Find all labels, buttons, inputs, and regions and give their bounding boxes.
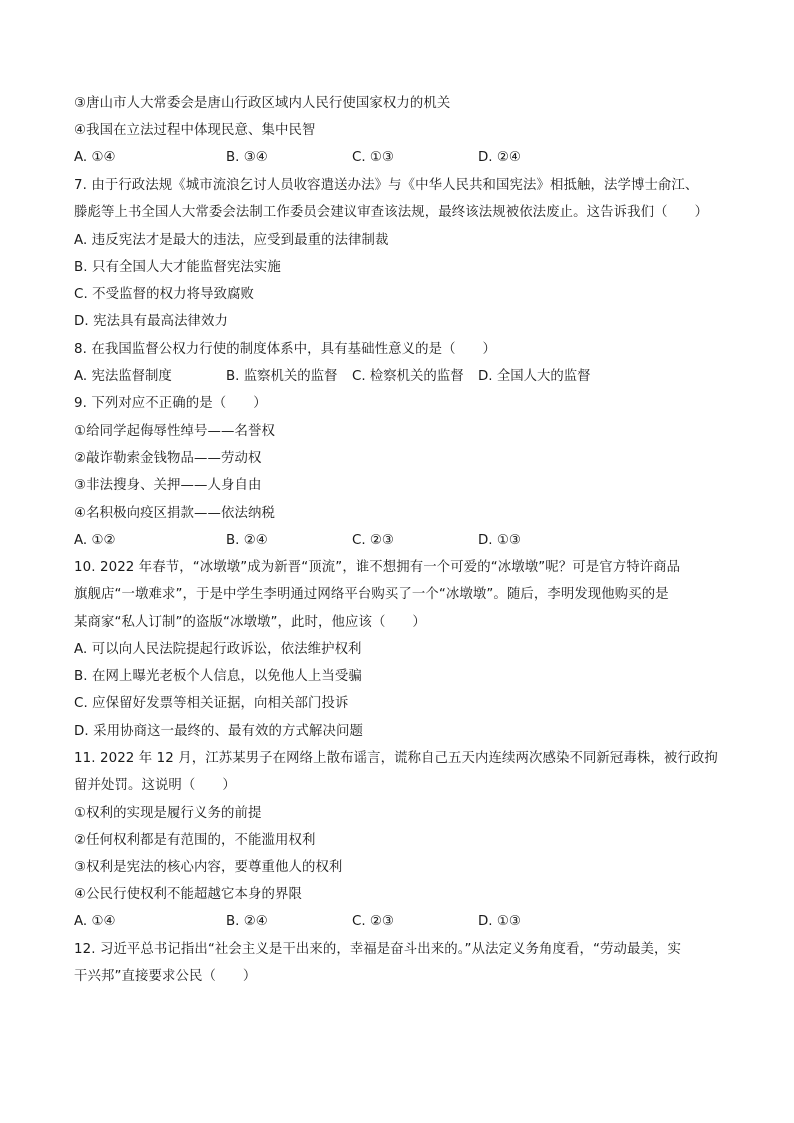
option-b: B. 监察机关的监督 (226, 369, 338, 384)
q10-option-a: A. 可以向人民法院提起行政诉讼，依法维护权利 (74, 642, 362, 657)
q11-statement-2: ②任何权利都是有范围的，不能滥用权利 (74, 833, 316, 848)
q10-stem-line3: 某商家“私人订制”的盗版“冰墩墩”，此时，他应该（ ） (74, 615, 426, 630)
option-a: A. ①② (74, 533, 116, 548)
q7-stem-line2: 滕彪等上书全国人大常委会法制工作委员会建议审查该法规，最终该法规被依法废止。这告诉我们（ ） (74, 205, 709, 220)
q9-statement-4: ④名积极向疫区捐款——依法纳税 (74, 506, 275, 521)
option-a: A. ①④ (74, 914, 116, 929)
q10-stem-line2: 旗舰店“一墩难求”，于是中学生李明通过网络平台购买了一个“冰墩墩”。随后，李明发现他购买的是 (74, 587, 669, 602)
option-a: A. ①④ (74, 150, 116, 165)
statement-4: ④我国在立法过程中体现民意、集中民智 (74, 123, 316, 138)
option-c: C. ①③ (352, 150, 394, 165)
q9-statement-1: ①给同学起侮辱性绰号——名誉权 (74, 424, 275, 439)
q7-option-c: C. 不受监督的权力将导致腐败 (74, 287, 255, 302)
q8-stem: 8. 在我国监督公权力行使的制度体系中，具有基础性意义的是（ ） (74, 342, 497, 357)
q11-statement-3: ③权利是宪法的核心内容，要尊重他人的权利 (74, 860, 343, 875)
option-b: B. ③④ (226, 150, 268, 165)
q7-option-b: B. 只有全国人大才能监督宪法实施 (74, 260, 281, 275)
q11-stem-line2: 留并处罚。这说明（ ） (74, 778, 236, 793)
q7-option-a: A. 违反宪法才是最大的违法，应受到最重的法律制裁 (74, 233, 389, 248)
q10-option-c: C. 应保留好发票等相关证据，向相关部门投诉 (74, 696, 349, 711)
q7-stem-line1: 7. 由于行政法规《城市流浪乞讨人员收容遣送办法》与《中华人民共和国宪法》相抵触，法学博士俞江、 (74, 178, 699, 193)
q9-statement-3: ③非法搜身、关押——人身自由 (74, 478, 262, 493)
q11-stem-line1: 11. 2022 年 12 月，江苏某男子在网络上散布谣言，谎称自己五天内连续两次感染不同新冠毒株，被行政拘 (74, 751, 718, 766)
option-b: B. ②④ (226, 914, 268, 929)
q12-stem-line2: 干兴邦”直接要求公民（ ） (74, 969, 257, 984)
q10-stem-line1: 10. 2022 年春节，“冰墩墩”成为新晋“顶流”，谁不想拥有一个可爱的“冰墩墩”呢？可是官方特许商品 (74, 560, 681, 575)
q9-statement-2: ②敲诈勒索金钱物品——劳动权 (74, 451, 262, 466)
q10-option-b: B. 在网上曝光老板个人信息，以免他人上当受骗 (74, 669, 362, 684)
option-d: D. ①③ (478, 533, 521, 548)
option-d: D. ①③ (478, 914, 521, 929)
q7-option-d: D. 宪法具有最高法律效力 (74, 314, 229, 329)
option-b: B. ②④ (226, 533, 268, 548)
option-d: D. 全国人大的监督 (478, 369, 591, 384)
q11-statement-4: ④公民行使权利不能超越它本身的界限 (74, 887, 302, 902)
option-c: C. ②③ (352, 914, 394, 929)
statement-3: ③唐山市人大常委会是唐山行政区域内人民行使国家权力的机关 (74, 96, 451, 111)
q11-statement-1: ①权利的实现是履行义务的前提 (74, 806, 262, 821)
option-a: A. 宪法监督制度 (74, 369, 172, 384)
option-c: C. 检察机关的监督 (352, 369, 464, 384)
q10-option-d: D. 采用协商这一最终的、最有效的方式解决问题 (74, 724, 363, 739)
option-c: C. ②③ (352, 533, 394, 548)
q9-stem: 9. 下列对应不正确的是（ ） (74, 396, 267, 411)
q12-stem-line1: 12. 习近平总书记指出“社会主义是干出来的，幸福是奋斗出来的。”从法定义务角度看，“劳动最美，实 (74, 942, 681, 957)
option-d: D. ②④ (478, 150, 521, 165)
